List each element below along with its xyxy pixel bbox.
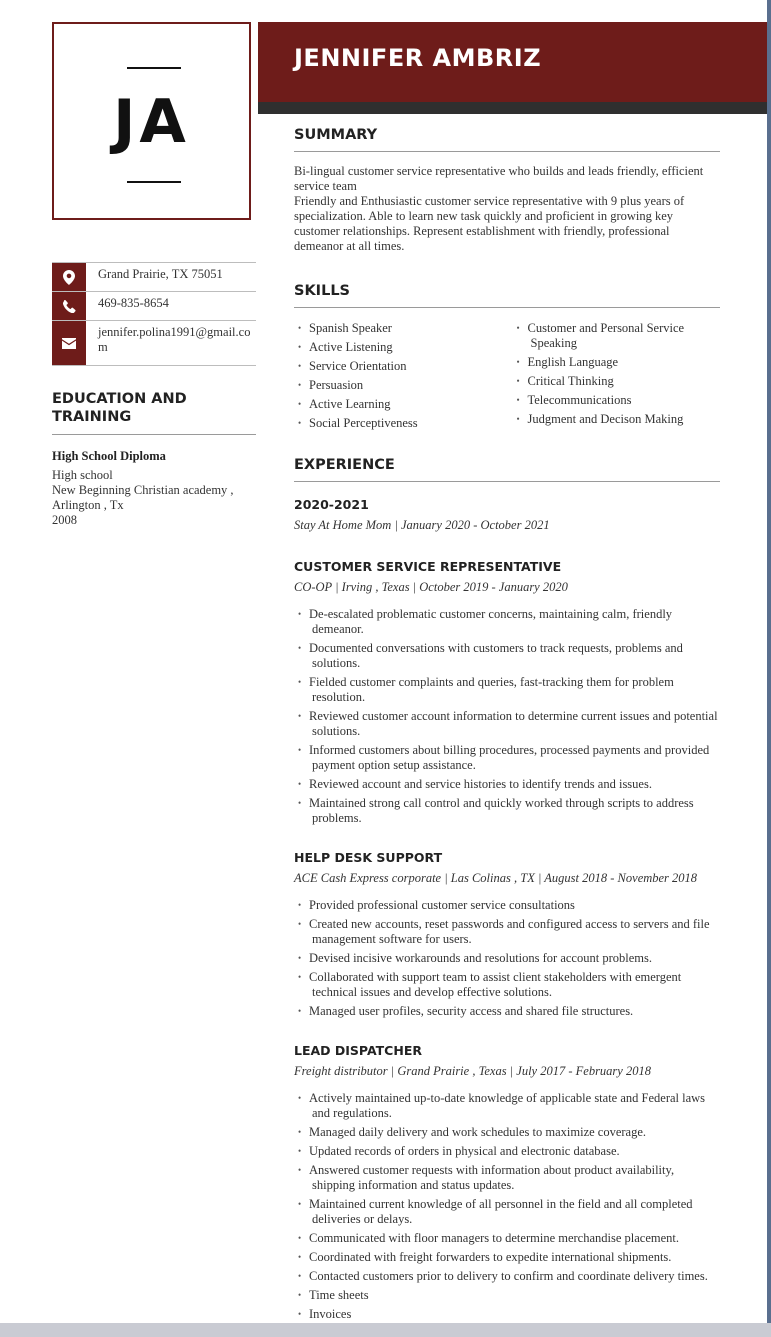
bullet-line: Actively maintained up-to-date knowledge of applicable state and Federal laws: [309, 1091, 706, 1105]
job-bullet: [294, 1250, 720, 1265]
job-entry: [294, 1043, 720, 1323]
job-bullet: [294, 951, 720, 966]
bullet-line: Fielded customer complaints and queries, fast-tracking them for problem: [309, 675, 674, 689]
summary-line-6: demeanor at all times.: [294, 239, 405, 253]
job-subtitle: Freight distributor | Grand Prairie , Texas | July 2017 - February 2018: [294, 1064, 651, 1078]
skill-item: • Persuasion: [294, 378, 502, 393]
job-bullets: [294, 1091, 720, 1322]
job-bullet: [294, 1144, 720, 1159]
experience-heading: EXPERIENCE: [294, 457, 720, 482]
bullet-line: technical issues and develop effective solutions.: [312, 985, 552, 999]
summary-line-3: Friendly and Enthusiastic customer service representative with 9 plus years of: [294, 194, 685, 208]
contact-address: Grand Prairie, TX 75051: [98, 267, 223, 281]
job-title: HELP DESK SUPPORT: [294, 850, 443, 865]
education-school: New Beginning Christian academy ,: [52, 483, 234, 497]
bullet-line: Devised incisive workarounds and resolutions for account problems.: [309, 951, 652, 965]
job-bullet: [294, 607, 720, 637]
contact-email-line1: jennifer.polina1991@gmail.co: [98, 325, 251, 339]
bullet-line: Contacted customers prior to delivery to confirm and coordinate delivery times.: [309, 1269, 708, 1283]
job-bullet: [294, 1163, 720, 1193]
job-bullet: [294, 796, 720, 826]
skills-list: [294, 321, 720, 435]
summary-section: [294, 127, 720, 254]
contact-email-line2: m: [98, 340, 108, 354]
contact-phone: 469-835-8654: [98, 296, 169, 310]
job-bullet: [294, 1231, 720, 1246]
job-entry: [294, 497, 720, 533]
phone-icon: [52, 292, 86, 320]
skill-item: • Judgment and Decison Making: [513, 412, 721, 427]
skills-column-left: [294, 321, 502, 435]
education-heading: [52, 390, 256, 435]
job-title: LEAD DISPATCHER: [294, 1043, 422, 1058]
contact-address-row: [52, 262, 256, 291]
bullet-line: deliveries or delays.: [312, 1212, 413, 1226]
job-title: 2020-2021: [294, 497, 369, 512]
job-bullets: [294, 607, 720, 826]
job-entry: [294, 850, 720, 1023]
contact-list: [52, 262, 256, 366]
bullet-line: and regulations.: [312, 1106, 392, 1120]
bullet-line: Provided professional customer service consultations: [309, 898, 575, 912]
bullet-line: demeanor.: [312, 622, 364, 636]
summary-line-4: specialization. Able to learn new task quickly and proficient in growing key: [294, 209, 674, 223]
skill-item-line: Speaking: [530, 336, 578, 350]
job-entry: [294, 559, 720, 830]
skill-item-line: Customer and Personal Service: [527, 321, 685, 335]
education-type: High school: [52, 468, 113, 482]
skills-column-right: [502, 321, 721, 435]
bullet-line: Coordinated with freight forwarders to expedite international shipments.: [309, 1250, 672, 1264]
education-year: 2008: [52, 513, 77, 527]
bullet-line: resolution.: [312, 690, 366, 704]
skills-section: [294, 283, 720, 435]
education-heading-line1: EDUCATION AND: [52, 391, 187, 407]
skills-heading: SKILLS: [294, 283, 720, 308]
job-bullet: [294, 917, 720, 947]
bullet-line: solutions.: [312, 656, 361, 670]
job-bullet: [294, 1269, 720, 1284]
skill-item: • Active Learning: [294, 397, 502, 412]
bullet-line: Informed customers about billing procedures, processed payments and provided: [309, 743, 710, 757]
viewer-edge-right: [767, 0, 771, 1337]
bullet-line: Collaborated with support team to assist client stakeholders with emergent: [309, 970, 682, 984]
bullet-line: management software for users.: [312, 932, 472, 946]
job-bullet: [294, 970, 720, 1000]
bullet-line: Maintained strong call control and quickly worked through scripts to address: [309, 796, 694, 810]
bullet-line: Reviewed account and service histories to identify trends and issues.: [309, 777, 652, 791]
job-bullet: [294, 898, 720, 913]
bullet-line: Documented conversations with customers to track requests, problems and: [309, 641, 683, 655]
skill-item: • Social Perceptiveness: [294, 416, 502, 431]
skill-item: • Critical Thinking: [513, 374, 721, 389]
bullet-line: problems.: [312, 811, 362, 825]
contact-email: [86, 321, 250, 365]
monogram-box: [52, 22, 251, 220]
job-bullet: [294, 777, 720, 792]
job-bullet: [294, 1197, 720, 1227]
education-heading-line2: TRAINING: [52, 409, 132, 425]
job-bullet: [294, 1307, 720, 1322]
contact-phone-row: [52, 291, 256, 320]
bullet-line: Communicated with floor managers to determine merchandise placement.: [309, 1231, 680, 1245]
job-bullet: [294, 641, 720, 671]
summary-line-2: service team: [294, 179, 357, 193]
skill-item: [513, 321, 721, 351]
monogram-top-rule: [127, 67, 181, 69]
bullet-line: Managed user profiles, security access and shared file structures.: [309, 1004, 634, 1018]
job-bullet: [294, 675, 720, 705]
skill-item: • Active Listening: [294, 340, 502, 355]
bullet-line: Invoices: [309, 1307, 352, 1321]
bullet-line: solutions.: [312, 724, 361, 738]
location-pin-icon: [52, 263, 86, 291]
summary-line-1: Bi-lingual customer service representative who builds and leads friendly, efficient: [294, 164, 704, 178]
job-bullet: [294, 1004, 720, 1019]
bullet-line: Maintained current knowledge of all personnel in the field and all completed: [309, 1197, 693, 1211]
bullet-line: Created new accounts, reset passwords and configured access to servers and file: [309, 917, 710, 931]
job-bullet: [294, 1288, 720, 1303]
bullet-line: Time sheets: [309, 1288, 369, 1302]
job-bullet: [294, 743, 720, 773]
bullet-line: shipping information and status updates.: [312, 1178, 515, 1192]
bullet-line: Updated records of orders in physical and electronic database.: [309, 1144, 620, 1158]
skill-item: • Telecommunications: [513, 393, 721, 408]
monogram-bottom-rule: [127, 181, 181, 183]
skill-item: • English Language: [513, 355, 721, 370]
summary-line-5: customer relationships. Represent establishment with friendly, professional: [294, 224, 670, 238]
bullet-line: payment option setup assistance.: [312, 758, 476, 772]
job-bullet: [294, 1091, 720, 1121]
summary-heading: SUMMARY: [294, 127, 720, 152]
contact-email-row: [52, 320, 256, 366]
job-bullet: [294, 1125, 720, 1140]
viewer-edge-bottom: [0, 1323, 771, 1337]
job-subtitle: CO-OP | Irving , Texas | October 2019 - January 2020: [294, 580, 568, 594]
envelope-icon: [52, 321, 86, 365]
bullet-line: Answered customer requests with information about product availability,: [309, 1163, 675, 1177]
bullet-line: Managed daily delivery and work schedules to maximize coverage.: [309, 1125, 647, 1139]
job-title: CUSTOMER SERVICE REPRESENTATIVE: [294, 559, 562, 574]
skill-item: • Service Orientation: [294, 359, 502, 374]
education-entry: [52, 449, 256, 528]
job-bullet: [294, 709, 720, 739]
bullet-line: Reviewed customer account information to determine current issues and potential: [309, 709, 718, 723]
education-location: Arlington , Tx: [52, 498, 124, 512]
job-bullets: [294, 898, 720, 1019]
skill-item: • Spanish Speaker: [294, 321, 502, 336]
monogram-initials: JA: [113, 87, 190, 157]
bullet-line: De-escalated problematic customer concerns, maintaining calm, friendly: [309, 607, 673, 621]
job-subtitle: ACE Cash Express corporate | Las Colinas , TX | August 2018 - November 2018: [294, 871, 698, 885]
header-band-underline: [258, 102, 767, 114]
experience-section: [294, 457, 720, 482]
job-subtitle: Stay At Home Mom | January 2020 - October 2021: [294, 518, 550, 532]
education-degree: High School Diploma: [52, 449, 166, 463]
candidate-name: JENNIFER AMBRIZ: [294, 44, 542, 72]
